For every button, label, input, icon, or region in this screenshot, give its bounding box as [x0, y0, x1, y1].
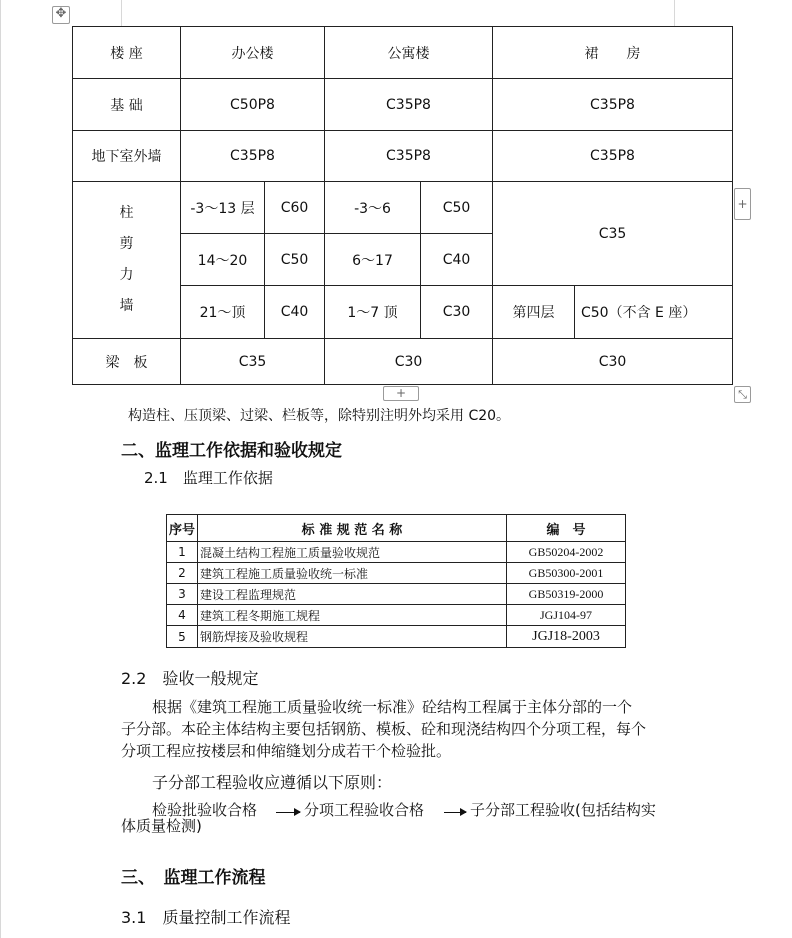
office-grade: C40	[280, 304, 309, 320]
note-line: 构造柱、压顶梁、过梁、栏板等，除特别注明外均采用 C20。	[128, 408, 511, 424]
beam-slab-office: C35	[238, 353, 267, 370]
label-char: 力	[119, 267, 134, 283]
table-row-code: GB50319-2000	[528, 586, 604, 601]
apartment-grade: C50	[442, 199, 471, 216]
apartment-grade: C40	[442, 251, 471, 268]
row-label-column-shear-wall	[73, 182, 180, 338]
foundation-podium: C35P8	[590, 96, 635, 113]
table-row-code: JGJ104-97	[539, 607, 592, 622]
section-3-title: 三、 监理工作流程	[121, 868, 266, 888]
podium-fourth-floor-grade: C50（不含 E 座）	[581, 305, 697, 321]
office-grade: C50	[280, 251, 309, 268]
row-label-basement-wall: 地下室外墙	[91, 149, 162, 165]
plus-icon: +	[737, 197, 748, 211]
header-building: 楼 座	[110, 45, 143, 62]
row-label-beam-slab: 梁 板	[105, 354, 148, 371]
principle-line: 子分部工程验收应遵循以下原则：	[152, 773, 393, 792]
flow-step-1: 检验批验收合格	[152, 801, 258, 819]
resize-icon[interactable]: ⤡	[734, 386, 751, 403]
col-header-name: 标 准 规 范 名 称	[301, 522, 403, 538]
foundation-apartment: C35P8	[386, 96, 431, 113]
paragraph-line: 根据《建筑工程施工质量验收统一标准》砼结构工程属于主体分部的一个	[152, 698, 633, 716]
label-char: 墙	[119, 298, 134, 314]
arrow-right-icon	[444, 812, 466, 813]
label-char: 剪	[119, 236, 134, 252]
col-header-no: 序号	[168, 522, 195, 538]
table-row-name: 建设工程监理规范	[200, 587, 297, 602]
table-row-no: 5	[178, 629, 186, 644]
add-column-button[interactable]	[734, 188, 751, 220]
table-row-name: 建筑工程冬期施工规程	[200, 608, 321, 623]
table-row-no: 1	[178, 545, 186, 559]
table-row-name: 混凝土结构工程施工质量验收规范	[200, 545, 381, 560]
subsection-3-1-title: 3.1 质量控制工作流程	[121, 908, 291, 927]
header-apartment: 公寓楼	[387, 45, 430, 62]
margin-guide-left	[121, 0, 122, 26]
flow-step-2: 分项工程验收合格	[304, 801, 425, 819]
beam-slab-apartment: C30	[394, 353, 423, 370]
table-row-no: 3	[178, 587, 186, 601]
table-row-no: 4	[178, 608, 186, 622]
table-row-name: 钢筋焊接及验收规程	[200, 630, 309, 644]
beam-slab-podium: C30	[598, 353, 627, 370]
header-office: 办公楼	[231, 45, 274, 62]
apartment-floor-range: 6～17	[352, 252, 393, 269]
page-edge-left	[0, 0, 1, 938]
subsection-2-1-title: 2.1 监理工作依据	[144, 469, 273, 487]
basement-wall-apartment: C35P8	[386, 148, 431, 164]
office-floor-range: -3～13 层	[190, 200, 255, 217]
margin-guide-right	[674, 0, 675, 26]
subsection-2-2-title: 2.2 验收一般规定	[121, 669, 259, 688]
table-row-code: GB50204-2002	[528, 544, 604, 559]
row-label-foundation: 基 础	[110, 97, 143, 114]
flow-step-3: 子分部工程验收(包括结构实	[470, 801, 656, 819]
office-floor-range: 14～20	[197, 252, 248, 269]
add-row-button[interactable]	[383, 386, 419, 401]
basement-wall-podium: C35P8	[590, 148, 635, 164]
apartment-grade: C30	[442, 304, 471, 320]
flow-step-3-continued: 体质量检测)	[121, 817, 202, 835]
arrow-right-icon	[276, 812, 300, 813]
table-row-no: 2	[178, 566, 186, 580]
table-row-code: GB50300-2001	[528, 565, 604, 580]
col-header-code: 编 号	[546, 522, 586, 538]
podium-column-grade: C35	[598, 225, 627, 242]
label-char: 柱	[119, 205, 134, 221]
table-row-code: JGJ18-2003	[532, 628, 600, 644]
basement-wall-office: C35P8	[230, 148, 275, 164]
paragraph-line: 分项工程应按楼层和伸缩缝划分成若干个检验批。	[121, 742, 452, 760]
apartment-floor-range: 1～7 顶	[347, 305, 398, 321]
header-podium: 裙 房	[584, 45, 641, 62]
section-2-title: 二、监理工作依据和验收规定	[121, 441, 342, 461]
plus-icon: +	[395, 386, 407, 400]
foundation-office: C50P8	[230, 96, 275, 113]
office-grade: C60	[280, 199, 309, 216]
paragraph-line: 子分部。本砼主体结构主要包括钢筋、模板、砼和现浇结构四个分项工程，每个	[121, 720, 647, 738]
table-row-name: 建筑工程施工质量验收统一标准	[200, 566, 369, 581]
move-icon[interactable]: ✥	[52, 6, 70, 24]
apartment-floor-range: -3～6	[354, 200, 391, 217]
office-floor-range: 21～顶	[199, 305, 246, 321]
podium-fourth-floor-label: 第四层	[512, 305, 555, 321]
